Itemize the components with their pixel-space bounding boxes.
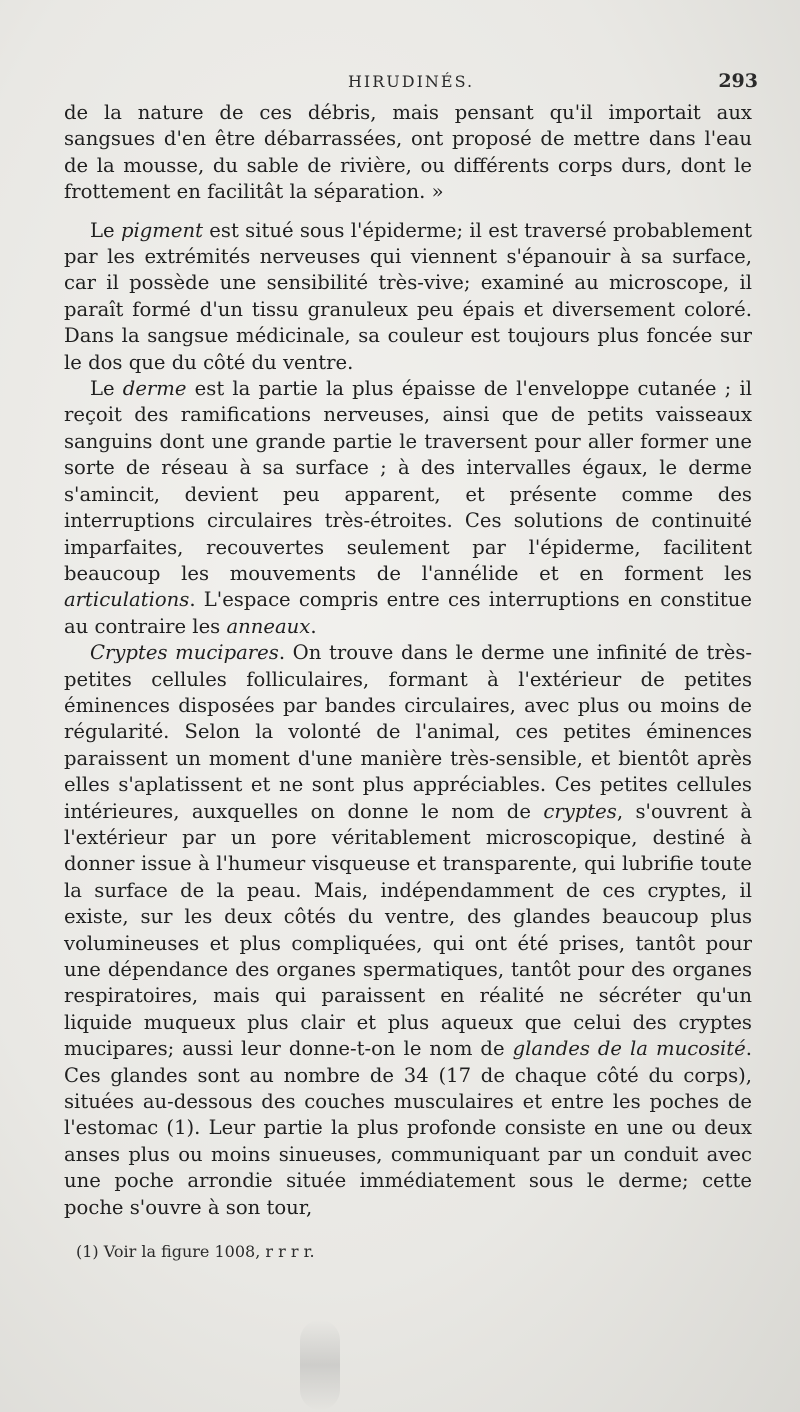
term-cryptes: cryptes [543,799,617,823]
term-cryptes-mucipares: Cryptes mucipares [90,641,279,665]
page-number: 293 [718,70,758,92]
term-pigment: pigment [120,218,203,242]
page-header [64,64,758,98]
paragraph-cryptes-text-2: , s'ouvrent à l'extérieur par un pore véritablement microscopique, destiné à donner issue à l'humeur visqueuse et transparente, qui lubrifie toute la surface de la peau. Mais, indépendamment de ces cryptes, il existe, sur les deux côtés du ventre, des glandes beaucoup plus volumineuses et plus compliquées, qui ont été prises, tantôt pour une dépendance des organes spermatiques, tantôt pour des organes respiratoires, mais qui paraissent en réalité ne sécréter qu'un liquide muqueux plus clair et plus aqueux que celui des cryptes mucipares; aussi leur donne-t-on le nom de [64,799,752,1061]
term-articulations: articulations [64,588,190,612]
paragraph-cryptes-text: . On trouve dans le derme une infinité de très-petites cellules folliculaires, formant à l'extérieur de petites éminences disposées par bandes circulaires, avec plus ou moins de régularité. Selon la volonté de l'animal, ces petites éminences paraissent un moment d'une manière très-sensible, et bientôt après elles s'aplatissent et ne sont plus appréciables. Ces petites cellules intérieures, auxquelles on donne le nom de [64,641,752,823]
paragraph-derme-prefix: Le [90,377,123,401]
body-text [64,100,752,1221]
paragraph-derme [64,376,752,640]
paragraph-derme-text: est la partie la plus épaisse de l'enveloppe cutanée ; il reçoit des ramifications nerveuses, ainsi que de petits vaisseaux sanguins dont une grande partie le traversent pour aller former une sorte de réseau à sa surface ; à des intervalles égaux, le derme s'amincit, devient peu apparent, et présente comme des interruptions circulaires très-étroites. Ces solutions de continuité imparfaites, recouvertes seulement par l'épiderme, facilitent beaucoup les mouvements de l'annélide et en forment les [64,377,752,585]
paragraph-cryptes-text-3: . Ces glandes sont au nombre de 34 (17 de chaque côté du corps), situées au-dessous des couches musculaires et entre les poches de l'estomac (1). Leur partie la plus profonde consiste en une ou deux anses plus ou moins sinueuses, communiquant par un conduit avec une poche arrondie située immédiatement sous le derme; cette poche s'ouvre à son tour, [64,1037,752,1219]
paragraph-cryptes [64,640,752,1221]
paragraph-derme-text-3: . [310,614,317,638]
term-derme: derme [122,377,187,401]
paragraph-continuation: de la nature de ces débris, mais pensant qu'il importait aux sangsues d'en être débarrassées, ont proposé de mettre dans l'eau de la mousse, du sable de rivière, ou différents corps durs, dont le frottement en facilitât la séparation. » [64,101,752,204]
paragraph-pigment [64,218,752,376]
term-glandes-mucosite: glandes de la mucosité [512,1037,746,1061]
running-head: HIRUDINÉS. [347,72,475,91]
term-anneaux: anneaux [226,614,311,638]
footnote: (1) Voir la figure 1008, r r r r. [76,1242,315,1262]
paragraph-derme-text-2: . L'espace compris entre ces interruptions en constitue au contraire les [64,588,752,638]
paragraph-pigment-prefix: Le [90,218,121,242]
page-smudge [300,1320,340,1410]
paragraph-pigment-text: est situé sous l'épiderme; il est traversé probablement par les extrémités nerveuses qui viennent s'épanouir à sa surface, car il possède une sensibilité très-vive; examiné au microscope, il paraît formé d'un tissu granuleux peu épais et diversement coloré. Dans la sangsue médicinale, sa couleur est toujours plus foncée sur le dos que du côté du ventre. [64,218,752,374]
